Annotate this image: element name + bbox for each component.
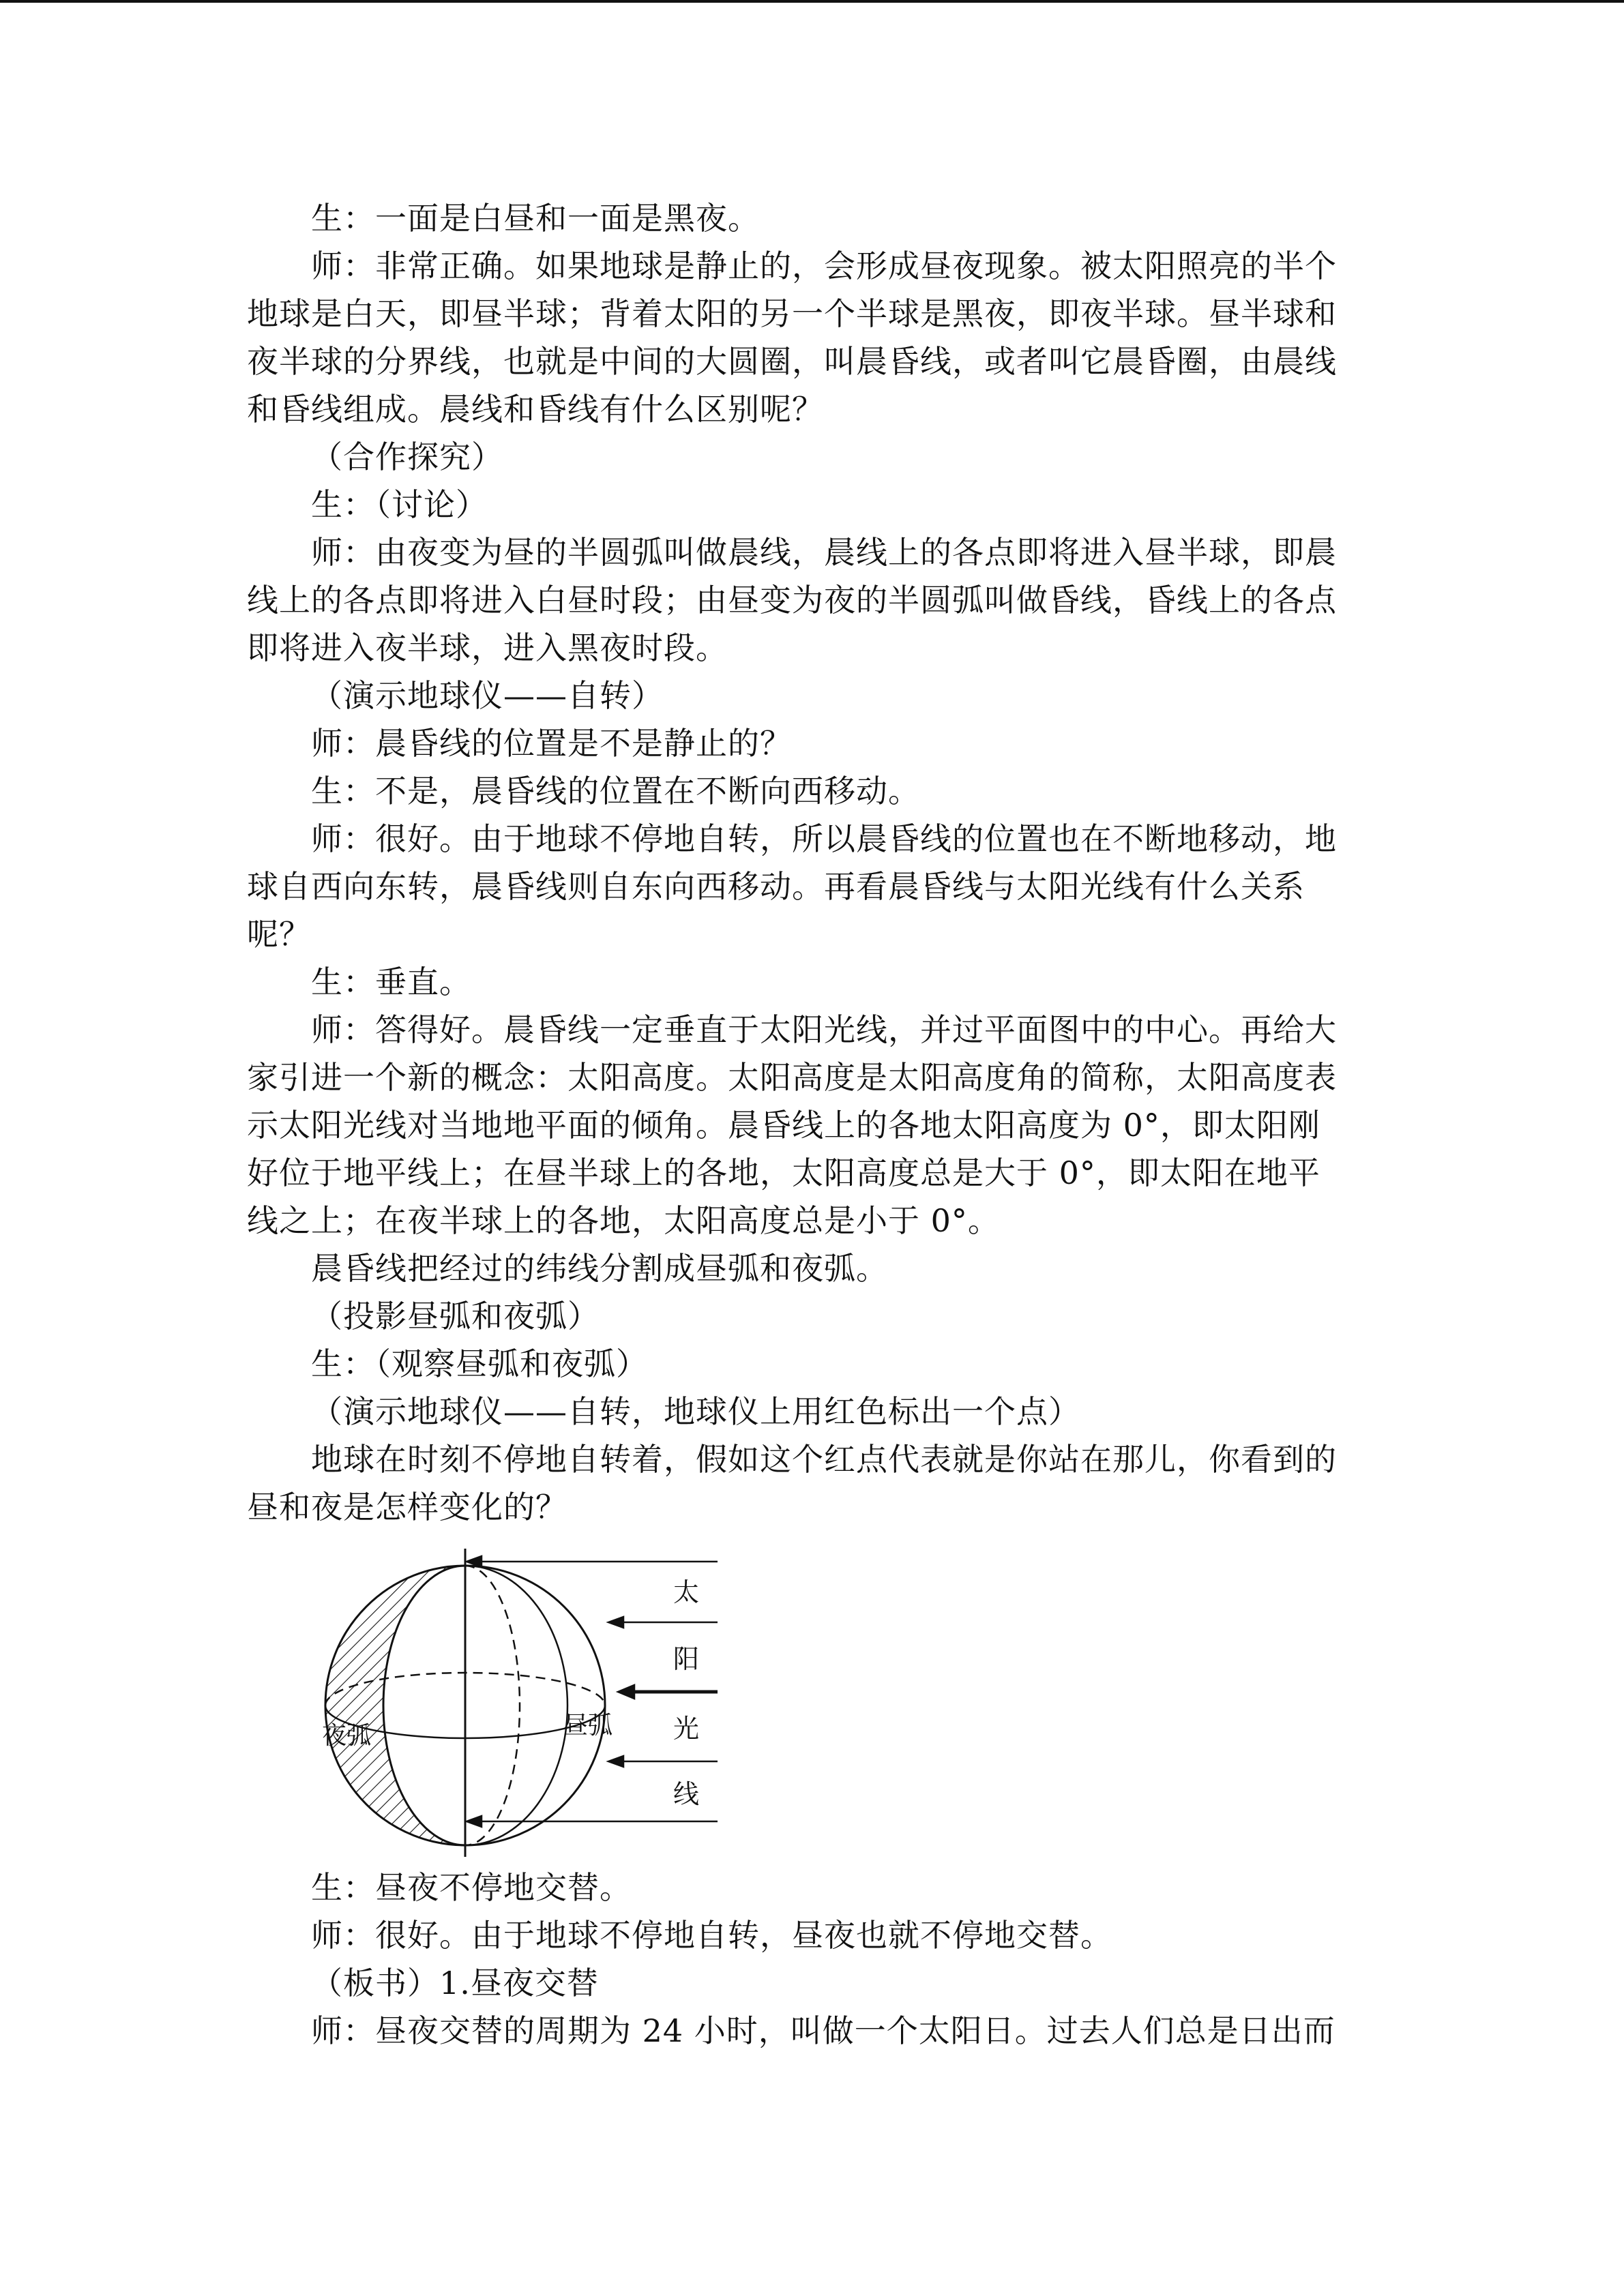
text-line: 家引进一个新的概念：太阳高度。太阳高度是太阳高度角的简称，太阳高度表	[247, 1059, 1337, 1096]
text-line: 即将进入夜半球，进入黑夜时段。	[247, 629, 728, 666]
paragraph	[247, 1911, 1359, 1959]
globe-diagram	[247, 1536, 1065, 1857]
day-arc-label: 昼弧	[563, 1712, 613, 1740]
paragraph	[247, 2007, 1359, 2055]
text-line: 晨昏线把经过的纬线分割成昼弧和夜弧。	[311, 1250, 888, 1287]
text-line: 师：很好。由于地球不停地自转，昼夜也就不停地交替。	[311, 1917, 1112, 1954]
text-line: 线上的各点即将进入白昼时段；由昼变为夜的半圆弧叫做昏线，昏线上的各点	[247, 582, 1337, 618]
text-line: 昼和夜是怎样变化的？	[247, 1489, 567, 1525]
night-arc-label: 夜弧	[322, 1722, 372, 1750]
night-hemisphere-hatching	[325, 1566, 465, 1845]
text-line: 生：垂直。	[311, 964, 471, 1000]
sunlight-label-char: 线	[673, 1779, 700, 1809]
text-line: 地球在时刻不停地自转着，假如这个红点代表就是你站在那儿，你看到的	[311, 1441, 1337, 1478]
text-line: 生：（观察昼弧和夜弧）	[311, 1345, 648, 1382]
paragraph	[247, 958, 1359, 1006]
text-line: 师：晨昏线的位置是不是静止的？	[311, 725, 792, 762]
text-line: 生：一面是白昼和一面是黑夜。	[311, 200, 760, 237]
paragraph	[247, 815, 1359, 958]
paragraph	[247, 1244, 1359, 1292]
paragraph	[247, 1292, 1359, 1340]
meridian-line	[465, 1566, 520, 1845]
text-line: （演示地球仪——自转）	[311, 677, 664, 714]
sunlight-label-char: 光	[673, 1714, 700, 1744]
text-line: 师：非常正确。如果地球是静止的，会形成昼夜现象。被太阳照亮的半个	[311, 248, 1337, 284]
text-line: 和昏线组成。晨线和昏线有什么区别呢？	[247, 391, 824, 428]
text-line: （合作探究）	[311, 438, 503, 475]
paragraph	[247, 1959, 1359, 2007]
paragraph	[247, 719, 1359, 767]
paragraph	[247, 242, 1359, 433]
paragraph	[247, 433, 1359, 481]
paragraph	[247, 481, 1359, 528]
paragraph	[247, 528, 1359, 672]
text-line: 生：昼夜不停地交替。	[311, 1869, 632, 1906]
text-line: 地球是白天，即昼半球；背着太阳的另一个半球是黑夜，即夜半球。昼半球和	[247, 295, 1337, 332]
text-line: 师：答得好。晨昏线一定垂直于太阳光线，并过平面图中的中心。再给大	[311, 1011, 1337, 1048]
paragraph	[247, 1435, 1359, 1531]
document-body	[247, 194, 1359, 2055]
sunlight-label-char: 阳	[673, 1644, 700, 1674]
paragraph	[247, 672, 1359, 719]
text-line: 生：不是，晨昏线的位置在不断向西移动。	[311, 773, 920, 809]
paragraph	[247, 1006, 1359, 1244]
text-line: 好位于地平线上；在昼半球上的各地，太阳高度总是大于 0°，即太阳在地平	[247, 1154, 1320, 1191]
text-line: 师：由夜变为昼的半圆弧叫做晨线，晨线上的各点即将进入昼半球，即晨	[311, 534, 1337, 571]
sunlight-label-char: 太	[673, 1577, 700, 1607]
paragraph	[247, 194, 1359, 242]
day-night-globe-figure	[247, 1536, 1065, 1857]
paragraph	[247, 1864, 1359, 1911]
meridian-line	[465, 1566, 567, 1845]
text-line: （板书）1.昼夜交替	[311, 1965, 599, 2001]
text-line: 生：（讨论）	[311, 486, 488, 523]
page-top-border	[0, 0, 1624, 3]
text-line: （投影昼弧和夜弧）	[311, 1298, 600, 1335]
text-line: 呢？	[247, 916, 311, 953]
text-line: 球自西向东转，晨昏线则自东向西移动。再看晨昏线与太阳光线有什么关系	[247, 868, 1305, 905]
text-line: 线之上；在夜半球上的各地，太阳高度总是小于 0°。	[247, 1202, 1000, 1239]
paragraph	[247, 1340, 1359, 1388]
text-line: 师：昼夜交替的周期为 24 小时，叫做一个太阳日。过去人们总是日出而	[311, 2012, 1335, 2049]
paragraph	[247, 1388, 1359, 1435]
paragraph	[247, 767, 1359, 815]
text-line: 夜半球的分界线，也就是中间的大圆圈，叫晨昏线，或者叫它晨昏圈，由晨线	[247, 343, 1337, 380]
text-line: （演示地球仪——自转，地球仪上用红色标出一个点）	[311, 1393, 1080, 1430]
text-line: 示太阳光线对当地地平面的倾角。晨昏线上的各地太阳高度为 0°，即太阳刚	[247, 1107, 1320, 1144]
text-line: 师：很好。由于地球不停地自转，所以晨昏线的位置也在不断地移动，地	[311, 820, 1337, 857]
